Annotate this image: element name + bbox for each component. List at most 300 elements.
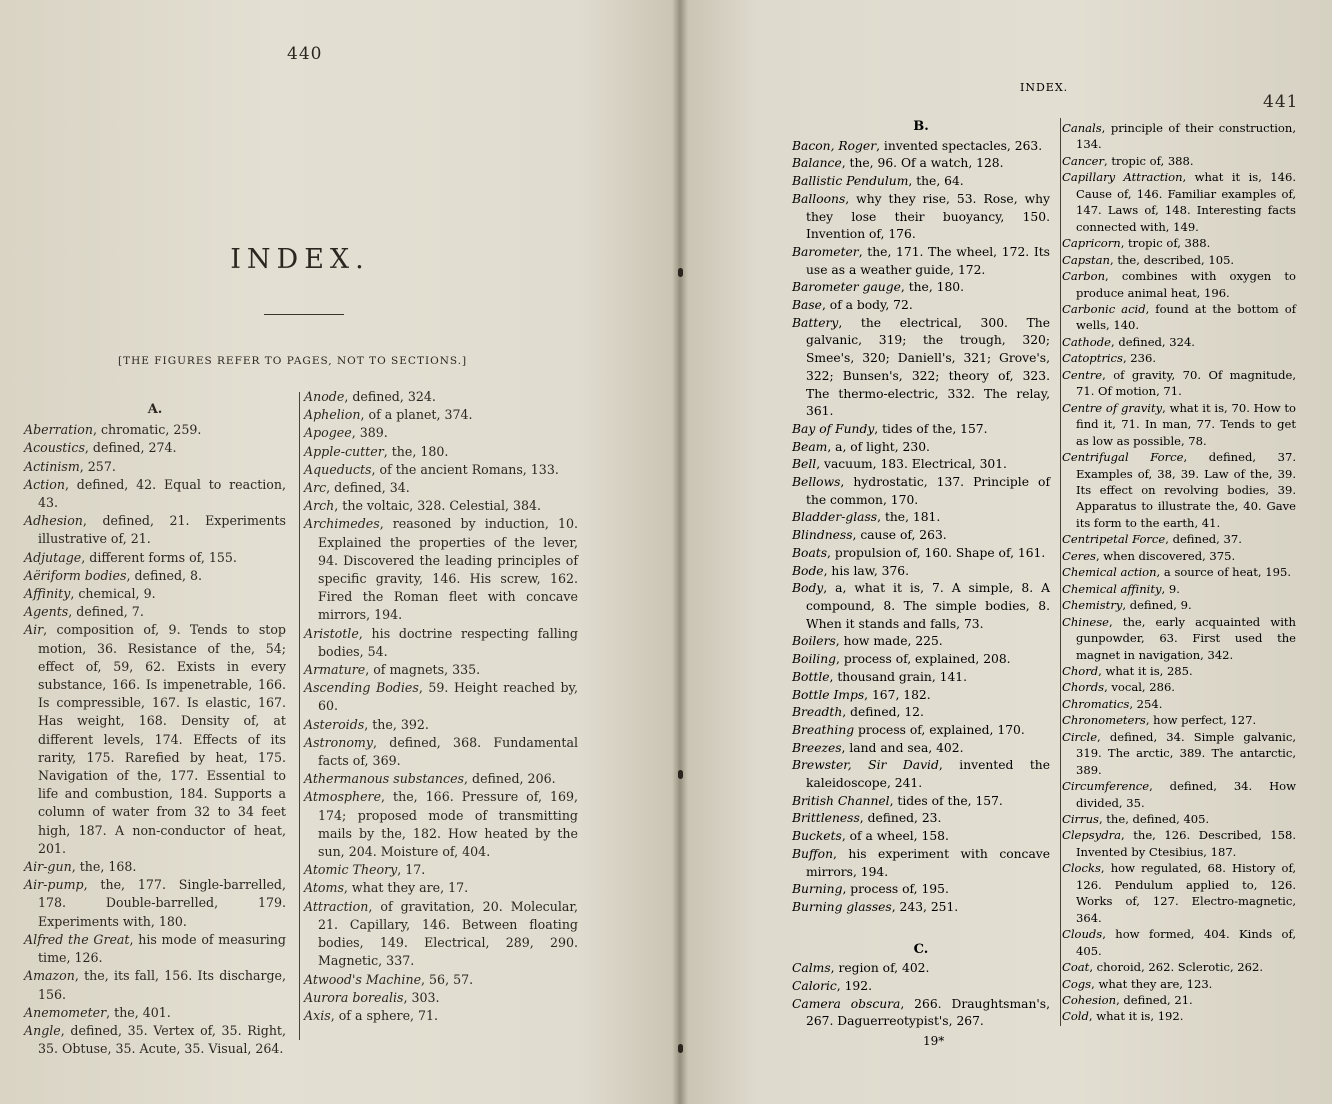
entry-references: , different forms of, 155.: [81, 549, 237, 565]
entry-references: , a, of light, 230.: [827, 439, 930, 454]
column-divider-left: [299, 392, 300, 1040]
entry-references: , principle of their construction, 134.: [1076, 121, 1296, 152]
index-entry: [1062, 778, 1296, 811]
index-entry: [1062, 696, 1296, 712]
entry-term: Action: [24, 476, 65, 492]
entry-references: , defined, 37.: [1165, 532, 1242, 547]
entry-references: , invented the kaleidoscope, 241.: [806, 758, 1050, 791]
entry-references: , the, 168.: [71, 859, 137, 875]
index-entry: [1062, 976, 1296, 992]
index-entry: [1062, 663, 1296, 679]
entry-term: Cogs: [1062, 976, 1092, 991]
entry-references: , 266. Draughtsman's, 267. Daguerreotypist's, 267.: [806, 996, 1050, 1029]
index-entry: [792, 810, 1050, 828]
entry-references: , of magnets, 335.: [365, 662, 481, 678]
entry-term: Chemical affinity: [1062, 581, 1162, 596]
entry-references: , the, defined, 405.: [1098, 812, 1210, 827]
entry-references: , process of, explained, 208.: [836, 652, 1011, 667]
entry-term: Balance: [792, 156, 842, 171]
entry-term: Boiling: [792, 652, 837, 667]
index-entry: [792, 474, 1050, 509]
entry-references: , defined, 34. Simple galvanic, 319. The arctic, 389. The antarctic, 389.: [1076, 729, 1296, 777]
entry-term: Clocks: [1062, 861, 1101, 876]
entry-references: , his law, 376.: [823, 563, 910, 578]
entry-term: Barometer gauge: [792, 280, 901, 295]
entry-references: , combines with oxygen to produce animal heat, 196.: [1076, 269, 1296, 300]
index-entry: [304, 424, 578, 442]
entry-term: Atoms: [304, 880, 344, 896]
index-entry: [24, 549, 286, 567]
index-entry: [792, 899, 1050, 917]
entry-term: Catoptrics: [1062, 351, 1123, 366]
entry-term: Actinism: [24, 458, 80, 474]
index-entry: [1062, 959, 1296, 975]
index-entry: [1062, 169, 1296, 235]
entry-term: Chromatics: [1062, 696, 1130, 711]
entry-term: Carbonic acid: [1062, 301, 1146, 316]
index-entry: [792, 669, 1050, 687]
entry-references: , of the ancient Romans, 133.: [371, 461, 559, 477]
entry-term: Base: [792, 298, 822, 313]
entry-references: , the, 401.: [106, 1004, 171, 1020]
entry-references: , the, 177. Single-barrelled, 178. Double-barrelled, 179. Experiments with, 180.: [38, 877, 286, 929]
index-entry: [304, 388, 578, 406]
entry-term: Atomic Theory: [304, 862, 398, 878]
entry-term: Astronomy: [304, 734, 373, 750]
entry-term: Brittleness: [792, 811, 860, 826]
entry-term: Chemistry: [1062, 598, 1123, 613]
index-entry: [792, 757, 1050, 792]
index-entry: [792, 509, 1050, 527]
entry-references: , 243, 251.: [891, 899, 959, 914]
index-entry: [792, 793, 1050, 811]
entry-term: Arc: [304, 480, 327, 496]
entry-term: Breathing: [792, 722, 855, 737]
entry-references: , the, 171. The wheel, 172. Its use as a weather guide, 172.: [806, 244, 1050, 277]
column-divider-right: [1060, 118, 1061, 1026]
entry-references: , what they are, 17.: [343, 880, 469, 896]
entry-term: Bay of Fundy: [792, 421, 875, 436]
entry-term: Aristotle: [304, 625, 359, 641]
index-entry: [304, 716, 578, 734]
entry-term: Coat: [1062, 960, 1090, 975]
entry-references: , the, 64.: [908, 174, 964, 189]
entry-references: , defined, 8.: [126, 567, 203, 583]
index-entry: [792, 687, 1050, 705]
entry-references: , when discovered, 375.: [1095, 548, 1236, 563]
entry-references: , of gravitation, 20. Molecular, 21. Capillary, 146. Between floating bodies, 149. Electrical, 289, 290. Magnetic, 337.: [318, 898, 578, 969]
entry-term: Bell: [792, 457, 817, 472]
index-column-4: [1062, 120, 1296, 1025]
entry-references: , the, early acquainted with gunpowder, 63. First used the magnet in navigation, 342.: [1076, 614, 1296, 662]
index-entry: [304, 770, 578, 788]
entry-references: , what it is, 70. How to find it, 71. In man, 77. Tends to get as low as possible, 78.: [1076, 400, 1296, 448]
entry-references: , 303.: [403, 989, 440, 1005]
index-entry: [1062, 367, 1296, 400]
entry-references: , 56, 57.: [421, 971, 474, 987]
entry-references: , the, described, 105.: [1110, 252, 1235, 267]
entry-term: Barometer: [792, 244, 859, 259]
entry-references: , defined, 274.: [84, 440, 177, 456]
entry-references: , invented spectacles, 263.: [876, 138, 1043, 153]
entry-references: , tropic of, 388.: [1103, 153, 1194, 168]
entry-term: Axis: [304, 1007, 331, 1023]
entry-term: Centre: [1062, 367, 1103, 382]
entry-term: Caloric: [792, 979, 837, 994]
index-entry: [792, 138, 1050, 156]
index-entry: [24, 476, 286, 512]
index-entry: [1062, 597, 1296, 613]
entry-references: , of a planet, 374.: [360, 407, 473, 423]
entry-references: , found at the bottom of wells, 140.: [1076, 301, 1296, 333]
entry-term: Capstan: [1062, 252, 1110, 267]
index-entry: [792, 828, 1050, 846]
entry-references: , how regulated, 68. History of, 126. Pendulum applied to, 126. Works of, 127. Electro-magnetic, 364.: [1076, 861, 1296, 925]
index-entry: [792, 563, 1050, 581]
entry-term: Anode: [304, 389, 345, 404]
entry-references: , the, its fall, 156. Its discharge, 156.: [38, 968, 286, 1002]
index-entry: [304, 898, 578, 971]
entry-term: Burning: [792, 882, 843, 897]
entry-references: , land and sea, 402.: [841, 740, 964, 755]
entry-references: , why they rise, 53. Rose, why they lose their buoyancy, 150. Invention of, 176.: [806, 191, 1050, 242]
index-entry: [792, 722, 1050, 740]
entry-references: , 9.: [1161, 581, 1180, 596]
index-entry: [792, 633, 1050, 651]
index-entry: [1062, 400, 1296, 449]
index-entry: [1062, 926, 1296, 959]
index-entry: [304, 443, 578, 461]
entry-references: , how formed, 404. Kinds of, 405.: [1076, 927, 1296, 958]
entry-term: Circle: [1062, 729, 1098, 744]
index-entry: [1062, 153, 1296, 169]
index-entry: [304, 1007, 578, 1025]
entry-term: Athermanous substances: [304, 771, 464, 787]
stitch-hole: [678, 770, 683, 779]
index-entry: [792, 315, 1050, 421]
entry-term: Clepsydra: [1062, 828, 1121, 843]
index-entry: [24, 421, 286, 439]
entry-references: , chromatic, 259.: [92, 422, 202, 438]
entry-term: Clouds: [1062, 927, 1103, 942]
entry-references: , tides of the, 157.: [874, 421, 988, 436]
entry-term: Cold: [1062, 1009, 1089, 1024]
entry-references: , what they are, 123.: [1091, 976, 1213, 991]
index-entry: [24, 512, 286, 548]
entry-term: Balloons: [792, 191, 846, 206]
index-entry: [1062, 531, 1296, 547]
index-entry: [24, 931, 286, 967]
entry-term: Chronometers: [1062, 713, 1146, 728]
entry-term: Air: [24, 622, 44, 638]
index-entry: [304, 788, 578, 861]
entry-references: , the, 181.: [877, 510, 941, 525]
entry-term: Circumference: [1062, 779, 1150, 794]
entry-term: Ballistic Pendulum: [792, 174, 909, 189]
entry-term: Buffon: [792, 846, 833, 861]
entry-references: , propulsion of, 160. Shape of, 161.: [827, 545, 1046, 560]
entry-term: Aberration: [24, 422, 93, 438]
index-entry: [24, 567, 286, 585]
index-entry: [24, 858, 286, 876]
entry-references: , 17.: [397, 862, 426, 878]
entry-references: , choroid, 262. Sclerotic, 262.: [1089, 960, 1264, 975]
index-entry: [1062, 334, 1296, 350]
entry-references: , the voltaic, 328. Celestial, 384.: [334, 498, 542, 514]
index-entry: [1062, 581, 1296, 597]
index-entry: [24, 603, 286, 621]
entry-references: , defined, 324.: [344, 389, 436, 404]
entry-references: , how perfect, 127.: [1145, 713, 1257, 728]
entry-term: Anemometer: [24, 1004, 107, 1020]
entry-term: Adhesion: [24, 513, 83, 529]
entry-references: , his doctrine respecting falling bodies, 54.: [318, 625, 578, 659]
running-head: INDEX.: [1020, 81, 1069, 94]
entry-references: , vacuum, 183. Electrical, 301.: [816, 457, 1007, 472]
entry-term: Centre of gravity: [1062, 400, 1163, 415]
entry-references: , the, 96. Of a watch, 128.: [841, 156, 1004, 171]
entry-term: Alfred the Great: [24, 931, 130, 947]
entry-references: , the electrical, 300. The galvanic, 319; the trough, 320; Smee's, 320; Daniell's, 321; Grove's, 322; Bunsen's, 322; theory of, 323. The thermo-electric, 332. The relay, 361.: [806, 315, 1050, 419]
entry-term: Air-gun: [24, 859, 72, 875]
entry-references: , thousand grain, 141.: [829, 669, 968, 684]
book-gutter: [672, 0, 688, 1104]
stitch-hole: [678, 1044, 683, 1053]
index-entry: [792, 704, 1050, 722]
title-rule: [264, 314, 344, 315]
entry-term: Blindness: [792, 528, 853, 543]
section-gap: [792, 917, 1050, 941]
entry-references: , hydrostatic, 137. Principle of the common, 170.: [806, 475, 1050, 507]
index-entry: [304, 989, 578, 1007]
entry-term: Boilers: [792, 634, 836, 649]
index-entry: [792, 651, 1050, 669]
index-entry: [1062, 564, 1296, 580]
index-entry: [792, 960, 1050, 978]
entry-term: Bode: [792, 563, 824, 578]
index-entry: [792, 191, 1050, 244]
index-entry: [1062, 811, 1296, 827]
entry-references: , reasoned by induction, 10. Explained the properties of the lever, 94. Discovered the leading principles of specific gravity, 146. His screw, 162. Fired the Roman fleet with concave mirrors, 194.: [318, 516, 578, 623]
entry-references: , his mode of measuring time, 126.: [38, 931, 286, 966]
index-entry: [24, 585, 286, 603]
entry-term: Armature: [304, 662, 366, 678]
entry-term: Archimedes: [304, 516, 380, 532]
entry-references: , 254.: [1129, 696, 1163, 711]
index-entry: [792, 279, 1050, 297]
entry-term: Capricorn: [1062, 236, 1121, 251]
entry-term: Bladder-glass: [792, 510, 878, 525]
index-entry: [1062, 235, 1296, 251]
index-entry: [1062, 350, 1296, 366]
entry-references: process of, explained, 170.: [854, 722, 1025, 737]
entry-term: Burning glasses: [792, 899, 892, 914]
page-number-right: 441: [1263, 92, 1299, 112]
index-entry: [1062, 860, 1296, 926]
entry-term: Ascending Bodies: [304, 680, 419, 696]
entry-references: , defined, 34.: [326, 480, 410, 496]
entry-references: , defined, 324.: [1110, 334, 1195, 349]
section-letter: A.: [147, 402, 163, 417]
entry-references: , defined, 37. Examples of, 38, 39. Law of the, 39. Its effect on revolving bodies, 39. Apparatus to illustrate the, 40. Gave its form to the earth, 41.: [1076, 450, 1296, 530]
entry-references: , defined, 7.: [68, 604, 144, 620]
entry-term: Body: [792, 581, 824, 596]
entry-term: Adjutage: [24, 549, 82, 565]
entry-term: Affinity: [24, 586, 71, 602]
entry-references: , the, 392.: [364, 716, 429, 732]
index-entry: [1062, 548, 1296, 564]
entry-references: , his experiment with concave mirrors, 194.: [806, 846, 1050, 879]
index-entry: [304, 679, 578, 715]
entry-references: , defined, 206.: [464, 771, 556, 787]
index-note: [THE FIGURES REFER TO PAGES, NOT TO SECTIONS.]: [118, 355, 468, 367]
entry-term: Apogee: [304, 425, 352, 441]
entry-term: Canals: [1062, 121, 1102, 135]
entry-term: Chord: [1062, 663, 1099, 678]
entry-references: , of a body, 72.: [821, 298, 913, 313]
index-entry: [1062, 120, 1296, 153]
index-column-3: [792, 118, 1050, 1031]
entry-term: Centripetal Force: [1062, 532, 1166, 547]
index-entry: [792, 173, 1050, 191]
index-entry: [304, 734, 578, 770]
index-entry: [24, 876, 286, 931]
index-entry: [792, 978, 1050, 996]
entry-term: Chemical action: [1062, 565, 1157, 580]
index-entry: [304, 625, 578, 661]
entry-references: , the, 166. Pressure of, 169, 174; proposed mode of transmitting mails by the, 182. How heated by the sun, 204. Moisture of, 404.: [318, 789, 578, 860]
index-entry: [792, 244, 1050, 279]
entry-references: , of a wheel, 158.: [841, 829, 949, 844]
entry-term: Camera obscura: [792, 996, 901, 1011]
entry-references: , 236.: [1122, 351, 1157, 366]
index-entry: [792, 155, 1050, 173]
entry-term: Centrifugal Force: [1062, 450, 1184, 465]
index-entry: [24, 1022, 286, 1058]
index-entry: [792, 527, 1050, 545]
entry-references: , cause of, 263.: [852, 528, 947, 543]
entry-references: , 167, 182.: [864, 687, 931, 702]
entry-references: , defined, 23.: [859, 811, 942, 826]
entry-term: Bottle: [792, 669, 830, 684]
entry-term: Bacon, Roger: [792, 138, 877, 153]
entry-references: , of gravity, 70. Of magnitude, 71. Of motion, 71.: [1076, 367, 1296, 399]
page-number-left: 440: [287, 44, 323, 64]
entry-term: Amazon: [24, 968, 75, 984]
entry-term: Arch: [304, 498, 335, 514]
entry-term: Atwood's Machine: [304, 971, 422, 987]
entry-term: Breadth: [792, 705, 843, 720]
entry-term: Atmosphere: [304, 789, 382, 805]
entry-term: Agents: [24, 604, 69, 620]
entry-references: , 59. Height reached by, 60.: [318, 680, 578, 714]
entry-references: , defined, 9.: [1122, 598, 1192, 613]
entry-term: Apple-cutter: [304, 443, 384, 459]
entry-references: , the, 180.: [383, 443, 449, 459]
entry-term: Brewster, Sir David: [792, 758, 939, 773]
index-entry: [24, 439, 286, 457]
index-entry: [1062, 449, 1296, 531]
entry-term: Buckets: [792, 829, 842, 844]
entry-term: Cathode: [1062, 334, 1111, 349]
entry-term: Chinese: [1062, 614, 1109, 629]
entry-references: , tropic of, 388.: [1120, 236, 1211, 251]
footer-signature: 19*: [923, 1034, 945, 1048]
index-entry: [24, 1004, 286, 1022]
index-column-2: [304, 388, 578, 1025]
entry-references: , chemical, 9.: [70, 586, 156, 602]
entry-references: , how made, 225.: [835, 634, 943, 649]
entry-term: Aqueducts: [304, 461, 372, 477]
entry-term: Attraction: [304, 898, 369, 914]
index-entry: [792, 421, 1050, 439]
entry-term: Acoustics: [24, 440, 85, 456]
index-entry: [304, 406, 578, 424]
index-entry: [304, 861, 578, 879]
index-entry: [1062, 679, 1296, 695]
entry-references: , the, 126. Described, 158. Invented by Ctesibius, 187.: [1076, 828, 1296, 859]
index-entry: [1062, 614, 1296, 663]
entry-references: , defined, 21. Experiments illustrative of, 21.: [38, 513, 286, 547]
index-entry: [792, 846, 1050, 881]
entry-term: Capillary Attraction: [1062, 170, 1183, 185]
entry-term: Asteroids: [304, 716, 365, 732]
entry-term: Battery: [792, 315, 839, 330]
index-entry: [1062, 268, 1296, 301]
index-entry: [304, 971, 578, 989]
entry-term: Boats: [792, 545, 828, 560]
index-entry: [304, 661, 578, 679]
index-entry: [1062, 992, 1296, 1008]
index-entry: [792, 740, 1050, 758]
index-entry: [792, 996, 1050, 1031]
entry-term: Angle: [24, 1022, 61, 1038]
entry-term: Bellows: [792, 475, 841, 490]
index-entry: [24, 458, 286, 476]
entry-references: , of a sphere, 71.: [330, 1007, 439, 1023]
entry-term: Chords: [1062, 680, 1105, 695]
entry-references: , 389.: [351, 425, 388, 441]
index-entry: [792, 881, 1050, 899]
index-entry: [304, 879, 578, 897]
entry-term: Air-pump: [24, 877, 84, 893]
entry-term: Beam: [792, 439, 828, 454]
entry-references: , tides of the, 157.: [889, 793, 1003, 808]
entry-term: Bottle Imps: [792, 687, 865, 702]
entry-term: Aphelion: [304, 407, 361, 423]
entry-references: , region of, 402.: [830, 961, 930, 976]
entry-references: , process of, 195.: [842, 882, 949, 897]
index-entry: [792, 439, 1050, 457]
index-entry: [1062, 252, 1296, 268]
index-entry: [792, 456, 1050, 474]
index-entry: [1062, 712, 1296, 728]
entry-references: , 192.: [836, 979, 872, 994]
entry-references: , what it is, 146. Cause of, 146. Familiar examples of, 147. Laws of, 148. Interesting facts connected with, 149.: [1076, 170, 1296, 234]
entry-references: , defined, 35. Vertex of, 35. Right, 35. Obtuse, 35. Acute, 35. Visual, 264.: [38, 1022, 286, 1057]
entry-references: , what it is, 285.: [1098, 663, 1193, 678]
entry-references: , a, what it is, 7. A simple, 8. A compound, 8. The simple bodies, 8. When it stands and falls, 73.: [806, 581, 1050, 631]
index-entry: [304, 497, 578, 515]
index-entry: [304, 461, 578, 479]
entry-term: Cancer: [1062, 153, 1104, 168]
entry-references: , a source of heat, 195.: [1156, 565, 1291, 580]
entry-term: Carbon: [1062, 269, 1106, 284]
index-column-1: [24, 401, 286, 1058]
entry-references: , defined, 368. Fundamental facts of, 369.: [318, 734, 578, 769]
section-letter: B.: [913, 119, 929, 134]
entry-term: Ceres: [1062, 548, 1096, 563]
